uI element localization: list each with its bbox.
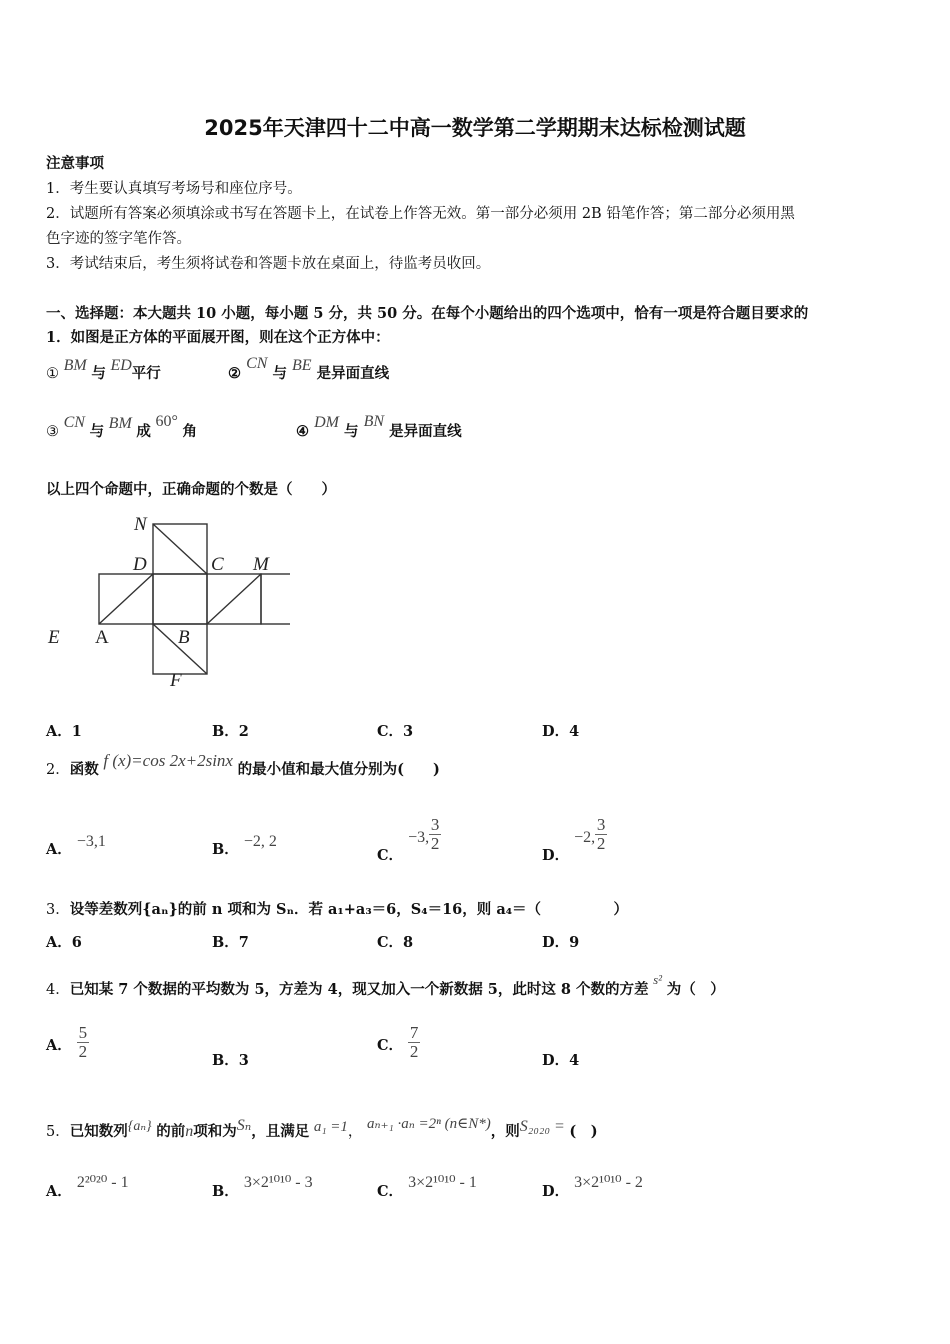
q2-num: 2．	[46, 762, 70, 778]
notice-item-1: 1．考生要认真填写考场号和座位序号。	[46, 181, 302, 197]
q5-mid1: 的前	[156, 1123, 186, 1140]
q1-p1-mid: 与	[91, 365, 106, 382]
q5-mid3: ，且满足	[251, 1123, 310, 1140]
label-n: N	[134, 514, 147, 535]
q2-option-b[interactable]: B． −2, 2	[212, 833, 277, 858]
q2-option-a[interactable]: A． −3,1	[46, 833, 106, 858]
q4-variance-symbol: s²	[653, 972, 663, 987]
q1-proposition-3	[46, 413, 198, 441]
q1-p3-angle: 60°	[155, 413, 178, 430]
q1-p3-num: ③	[46, 424, 59, 440]
q5-tail: ( )	[569, 1123, 598, 1140]
q3-option-b[interactable]: B．7	[212, 934, 249, 951]
q1-ask: 以上四个命题中，正确命题的个数是（ ）	[46, 481, 336, 498]
page-title: 2025年天津四十二中高一数学第二学期期末达标检测试题	[204, 116, 746, 140]
q2-stem	[46, 751, 440, 779]
diagonal-nc	[153, 524, 207, 574]
notice-item-3: 3．考试结束后，考生须将试卷和答题卡放在桌面上，待监考员收回。	[46, 256, 491, 272]
q1-p1-a: BM	[63, 357, 87, 374]
q4-option-a[interactable]: A． $\frac{5}{2}$	[46, 1023, 88, 1061]
q1-stem: 1．如图是正方体的平面展开图，则在这个正方体中：	[46, 329, 390, 346]
q4-option-d[interactable]: D．4	[542, 1052, 580, 1069]
q4-num: 4．	[46, 982, 70, 998]
q1-p2-mid: 与	[272, 365, 287, 382]
q3-option-a[interactable]: A．6	[46, 934, 82, 951]
label-f: F	[170, 670, 182, 691]
q1-p3-b: BM	[108, 415, 132, 432]
q5-sequence: {aₙ}	[127, 1119, 152, 1134]
q1-p2-tail: 是异面直线	[316, 365, 390, 382]
q3-text: 设等差数列{aₙ}的前 n 项和为 Sₙ．若 a₁+a₃＝6，S₄＝16，则 a₄＝（ ）	[69, 901, 629, 918]
q4-option-b[interactable]: B．3	[212, 1052, 249, 1069]
q5-option-a[interactable]: A． 2²⁰²⁰ - 1	[46, 1174, 129, 1200]
q1-p2-num: ②	[228, 365, 241, 382]
cube-net-figure	[40, 510, 290, 695]
q5-target: S₂₀₂₀ =	[519, 1118, 565, 1135]
q1-p4-a: DM	[314, 414, 339, 431]
q1-proposition-4	[296, 413, 462, 441]
label-a: A	[95, 627, 109, 648]
q3-stem	[46, 898, 628, 919]
q2-post: 的最小值和最大值分别为( )	[237, 761, 440, 778]
q1-p3-mid: 与	[89, 423, 105, 440]
q1-p1-b: ED	[110, 357, 132, 374]
q5-option-d[interactable]: D． 3×2¹⁰¹⁰ - 2	[542, 1174, 643, 1200]
q5-mid4: ，则	[490, 1123, 520, 1140]
q1-p4-tail: 是异面直线	[389, 423, 462, 440]
q1-p1-num: ①	[46, 366, 59, 382]
q5-sn: Sₙ	[236, 1117, 252, 1134]
q5-n: n	[185, 1123, 194, 1140]
q1-p1-tail: 平行	[131, 365, 161, 382]
q2-option-d[interactable]: D． −2, $\frac{3}{2}$	[542, 815, 606, 865]
q4-text: 已知某 7 个数据的平均数为 5，方差为 4，现又加入一个新数据 5，此时这 8 个数的方差	[69, 981, 649, 998]
q1-p4-b: BN	[363, 413, 385, 430]
q5-cond1: a₁ =1	[313, 1119, 348, 1135]
q5-stem: 5．已知数列{aₙ} 的前n项和为Sₙ，且满足 a₁ =1， aₙ₊₁ ·aₙ =2ⁿ (n∈N*)，则S₂₀₂₀ = ( )	[46, 1116, 598, 1140]
diagonal-bm	[207, 574, 261, 624]
q3-option-d[interactable]: D．9	[542, 934, 580, 951]
q1-p3-a: CN	[63, 414, 85, 431]
label-c: C	[211, 554, 224, 575]
q5-cond2: aₙ₊₁ ·aₙ =2ⁿ (n∈N*)	[367, 1116, 491, 1132]
q1-p2-a: CN	[246, 355, 268, 372]
q5-option-b[interactable]: B． 3×2¹⁰¹⁰ - 3	[212, 1174, 313, 1200]
q2-option-c[interactable]: C． −3, $\frac{3}{2}$	[377, 815, 440, 865]
q4-stem	[46, 972, 725, 999]
q5-mid2: 项和为	[193, 1123, 237, 1140]
q1-proposition-1	[46, 357, 161, 383]
diagonal-ed	[99, 574, 153, 624]
q5-pre: 已知数列	[69, 1123, 128, 1140]
q2-pre: 函数	[69, 761, 99, 778]
q3-option-c[interactable]: C．8	[377, 934, 414, 951]
q1-option-b[interactable]: B．2	[212, 723, 249, 740]
notice-item-2-cont: 色字迹的签字笔作答。	[46, 231, 191, 247]
net-square-far-right	[261, 574, 290, 624]
label-d: D	[133, 554, 147, 575]
label-m: M	[253, 554, 269, 575]
q5-num: 5．	[46, 1124, 70, 1140]
label-e: E	[48, 627, 60, 648]
q2-function: f (x)=cos 2x+2sinx	[103, 751, 233, 770]
label-b: B	[178, 627, 190, 648]
notice-heading: 注意事项	[46, 155, 104, 172]
q3-num: 3．	[46, 902, 70, 918]
q1-proposition-2	[228, 355, 390, 383]
q1-option-d[interactable]: D．4	[542, 723, 580, 740]
q1-p3-tail: 角	[182, 423, 198, 440]
q4-option-c[interactable]: C． $\frac{7}{2}$	[377, 1023, 419, 1061]
q1-p4-num: ④	[296, 423, 309, 440]
q1-option-c[interactable]: C．3	[377, 723, 414, 740]
q5-option-c[interactable]: C． 3×2¹⁰¹⁰ - 1	[377, 1174, 477, 1200]
notice-item-2: 2．试题所有答案必须填涂或书写在答题卡上，在试卷上作答无效。第一部分必须用 2B 铅笔作答；第二部分必须用黑	[46, 206, 795, 222]
q1-p4-mid: 与	[344, 423, 359, 440]
q1-p2-b: BE	[292, 357, 312, 374]
q1-p3-mid2: 成	[136, 423, 151, 440]
q1-option-a[interactable]: A．1	[46, 723, 82, 740]
section-heading: 一、选择题：本大题共 10 小题，每小题 5 分，共 50 分。在每个小题给出的四个选项中，恰有一项是符合题目要求的	[46, 305, 809, 322]
net-square-center	[153, 574, 207, 624]
q4-tail: 为（ ）	[666, 981, 725, 998]
